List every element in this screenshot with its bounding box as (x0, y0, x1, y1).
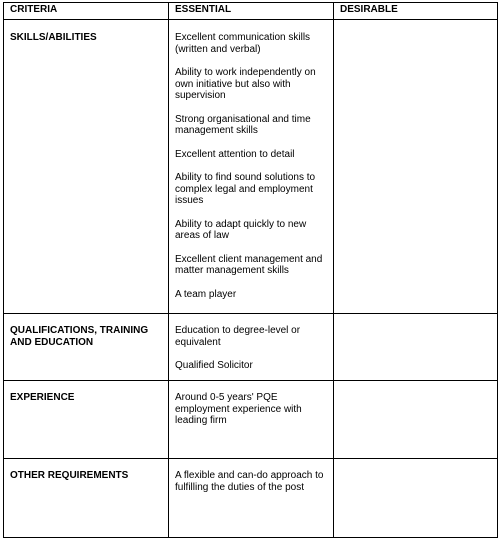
desirable-cell (334, 459, 498, 538)
header-criteria: CRITERIA (4, 3, 169, 20)
table-row-qualifications (4, 314, 498, 381)
essential-item: Qualified Solicitor (175, 360, 253, 371)
criteria-cell: EXPERIENCE (4, 381, 169, 459)
desirable-cell (334, 314, 498, 381)
essential-item: A team player (175, 288, 237, 300)
essential-item: Excellent attention to detail (175, 148, 295, 160)
essential-cell (169, 381, 334, 459)
essential-item: Ability to find sound solutions to complex legal and employment issues (175, 172, 316, 206)
essential-item: A flexible and can-do approach to fulfilling the duties of the post (175, 470, 324, 493)
essential-cell (169, 459, 334, 538)
table-row-other-requirements (4, 459, 498, 538)
person-specification-table (3, 2, 498, 538)
criteria-cell: SKILLS/ABILITIES (4, 20, 169, 314)
essential-cell (169, 314, 334, 381)
essential-item: Excellent client management and matter management skills (175, 253, 323, 276)
desirable-cell (334, 20, 498, 314)
essential-item: Ability to work independently on own initiative but also with supervision (175, 67, 316, 101)
table-row-experience (4, 381, 498, 459)
criteria-cell: OTHER REQUIREMENTS (4, 459, 169, 538)
criteria-cell: QUALIFICATIONS, TRAINING AND EDUCATION (4, 314, 169, 381)
table-row-skills (4, 20, 498, 314)
essential-cell (169, 20, 334, 314)
essential-item: Ability to adapt quickly to new areas of law (175, 218, 307, 241)
desirable-cell (334, 381, 498, 459)
header-essential: ESSENTIAL (169, 3, 334, 20)
essential-item: Excellent communication skills (written and verbal) (175, 32, 311, 55)
header-desirable: DESIRABLE (334, 3, 498, 20)
essential-item: Strong organisational and time management skills (175, 113, 311, 136)
table-header-row (4, 3, 498, 20)
essential-item: Education to degree-level or equivalent (175, 325, 301, 348)
essential-item: Around 0-5 years' PQE employment experience with leading firm (175, 392, 302, 426)
